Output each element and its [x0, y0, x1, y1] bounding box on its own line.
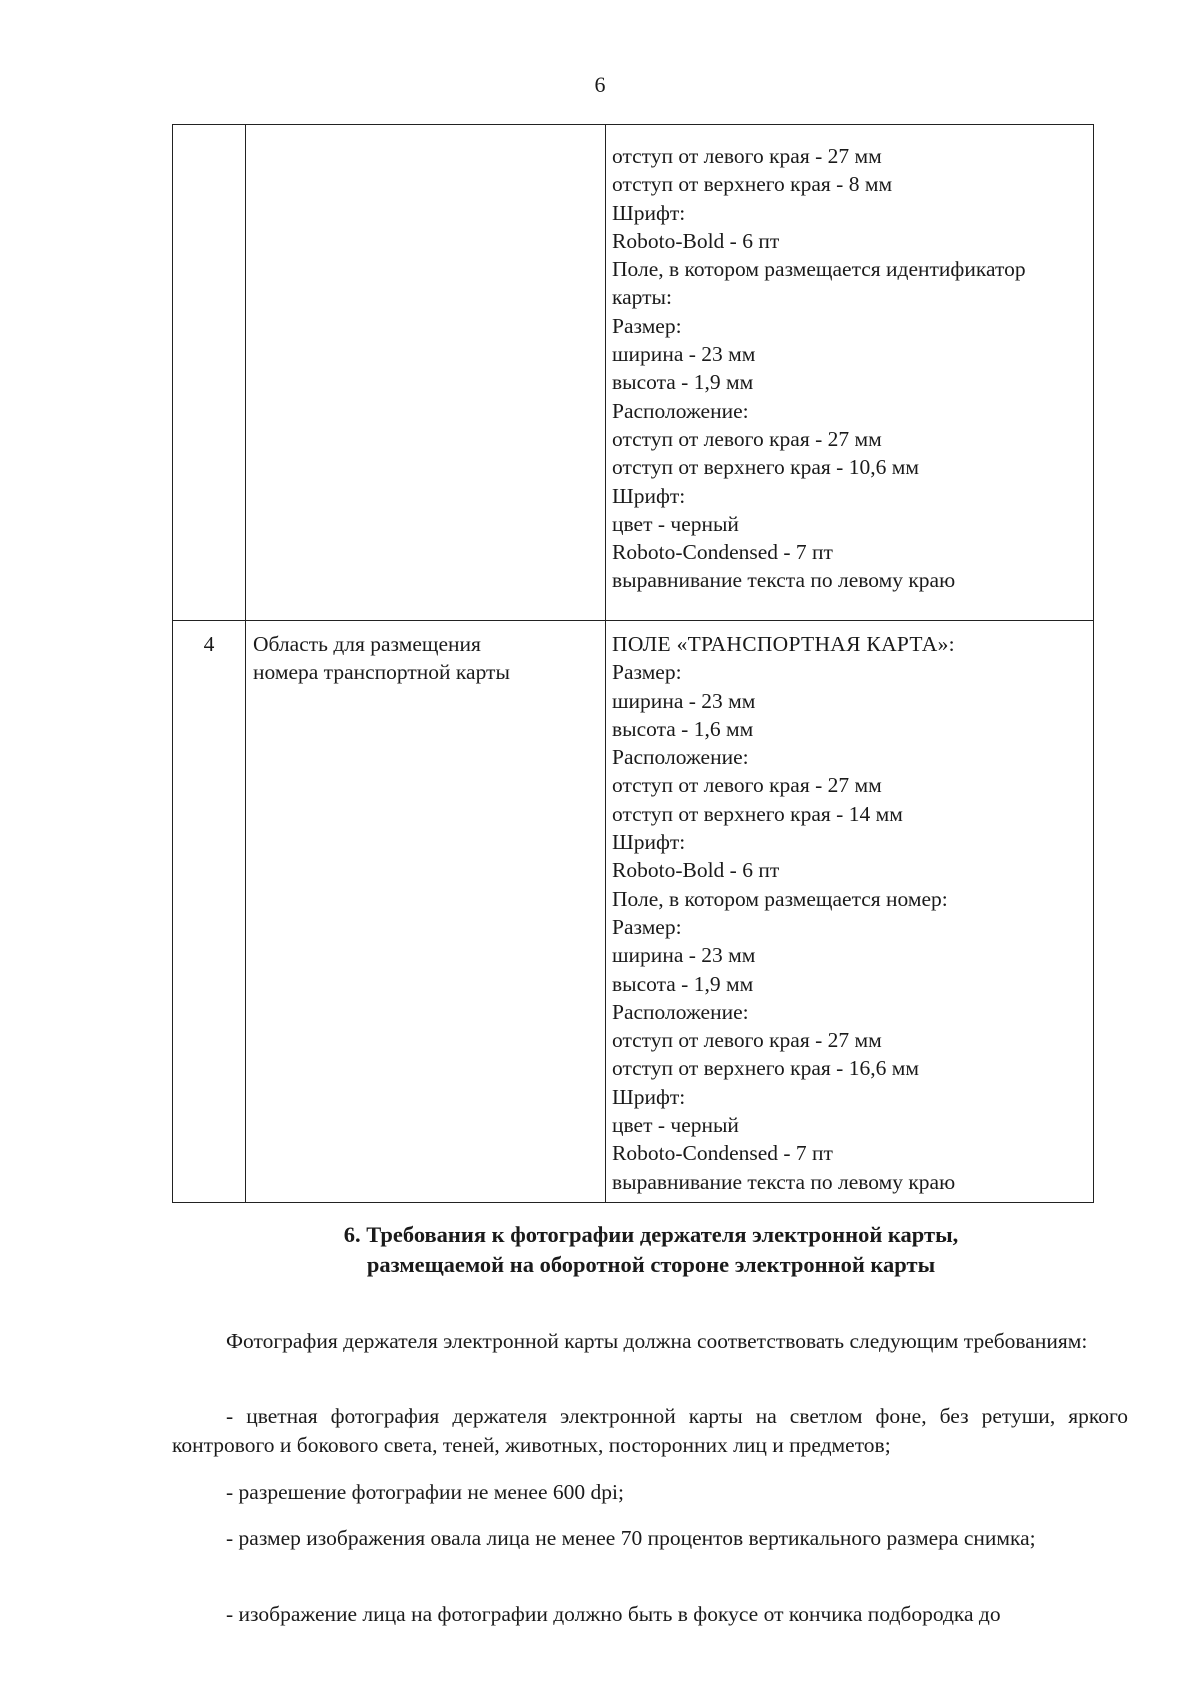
row-number-cell — [173, 125, 246, 621]
description-line: Шрифт: — [612, 830, 686, 855]
description-line: отступ от левого края - 27 мм — [612, 144, 882, 168]
name-line: Область для размещения — [253, 632, 481, 656]
description-line: ширина - 23 мм — [612, 342, 756, 367]
body-paragraph: Фотография держателя электронной карты должна соответствовать следующим требованиям: — [226, 1328, 1088, 1353]
section-heading — [172, 1220, 1130, 1280]
row-description-cell — [606, 621, 1094, 1203]
description-line: отступ от левого края - 27 мм — [612, 1028, 882, 1053]
row-description-cell — [606, 125, 1094, 621]
specification-table — [172, 124, 1094, 1203]
body-paragraph: - изображение лица на фотографии должно быть в фокусе от кончика подбородка до — [226, 1601, 1001, 1626]
description-line: Roboto-Condensed - 7 пт — [612, 540, 833, 565]
description-line: отступ от верхнего края - 10,6 мм — [612, 455, 919, 480]
description-line: Поле, в котором размещается номер: — [612, 886, 948, 911]
description-line: отступ от верхнего края - 8 мм — [612, 172, 893, 197]
description-line: высота - 1,6 мм — [612, 716, 754, 741]
description-line: Размер: — [612, 914, 682, 939]
description-line: Расположение: — [612, 398, 749, 423]
row-name-cell — [246, 125, 606, 621]
description-line: ПОЛЕ «ТРАНСПОРТНАЯ КАРТА»: — [612, 632, 955, 656]
body-paragraph: - цветная фотография держателя электронной карты на светлом фоне, без ретуши, яркого контрового и бокового света, теней, животных, посторонних лиц и предметов; — [172, 1403, 1128, 1457]
name-line: номера транспортной карты — [253, 660, 510, 685]
description-line: цвет - черный — [612, 1113, 739, 1138]
table-row — [173, 621, 1094, 1203]
row-name-cell — [246, 621, 606, 1203]
description-line: Roboto-Bold - 6 пт — [612, 228, 780, 253]
description-line: высота - 1,9 мм — [612, 370, 754, 395]
row-number-cell: 4 — [173, 621, 246, 1203]
description-line: Roboto-Bold - 6 пт — [612, 858, 780, 883]
section-heading-line: размещаемой на оборотной стороне электронной карты — [366, 1252, 936, 1277]
description-line: Расположение: — [612, 745, 749, 770]
body-paragraph: - размер изображения овала лица не менее 70 процентов вертикального размера снимка; — [226, 1525, 1036, 1550]
description-line: Roboto-Condensed - 7 пт — [612, 1141, 833, 1166]
description-line: карты: — [612, 285, 672, 310]
description-line: отступ от левого края - 27 мм — [612, 426, 882, 451]
table-row — [173, 125, 1094, 621]
description-line: Поле, в котором размещается идентификатор — [612, 257, 1026, 282]
description-line: Размер: — [612, 313, 682, 338]
description-line: ширина - 23 мм — [612, 943, 756, 968]
section-heading-line: 6. Требования к фотографии держателя электронной карты, — [343, 1222, 959, 1247]
description-line: Шрифт: — [612, 200, 686, 225]
description-line: отступ от верхнего края - 16,6 мм — [612, 1056, 919, 1081]
page-number: 6 — [594, 72, 606, 97]
description-line: Шрифт: — [612, 1084, 686, 1109]
description-line: Шрифт: — [612, 483, 686, 508]
description-line: выравнивание текста по левому краю — [612, 568, 956, 593]
description-line: отступ от левого края - 27 мм — [612, 773, 882, 798]
description-line: Размер: — [612, 660, 682, 685]
description-line: выравнивание текста по левому краю — [612, 1169, 956, 1194]
description-line: цвет - черный — [612, 511, 739, 536]
description-line: отступ от верхнего края - 14 мм — [612, 801, 903, 826]
description-line: ширина - 23 мм — [612, 688, 756, 713]
body-paragraph: - разрешение фотографии не менее 600 dpi; — [226, 1479, 624, 1504]
description-line: Расположение: — [612, 999, 749, 1024]
description-line: высота - 1,9 мм — [612, 971, 754, 996]
